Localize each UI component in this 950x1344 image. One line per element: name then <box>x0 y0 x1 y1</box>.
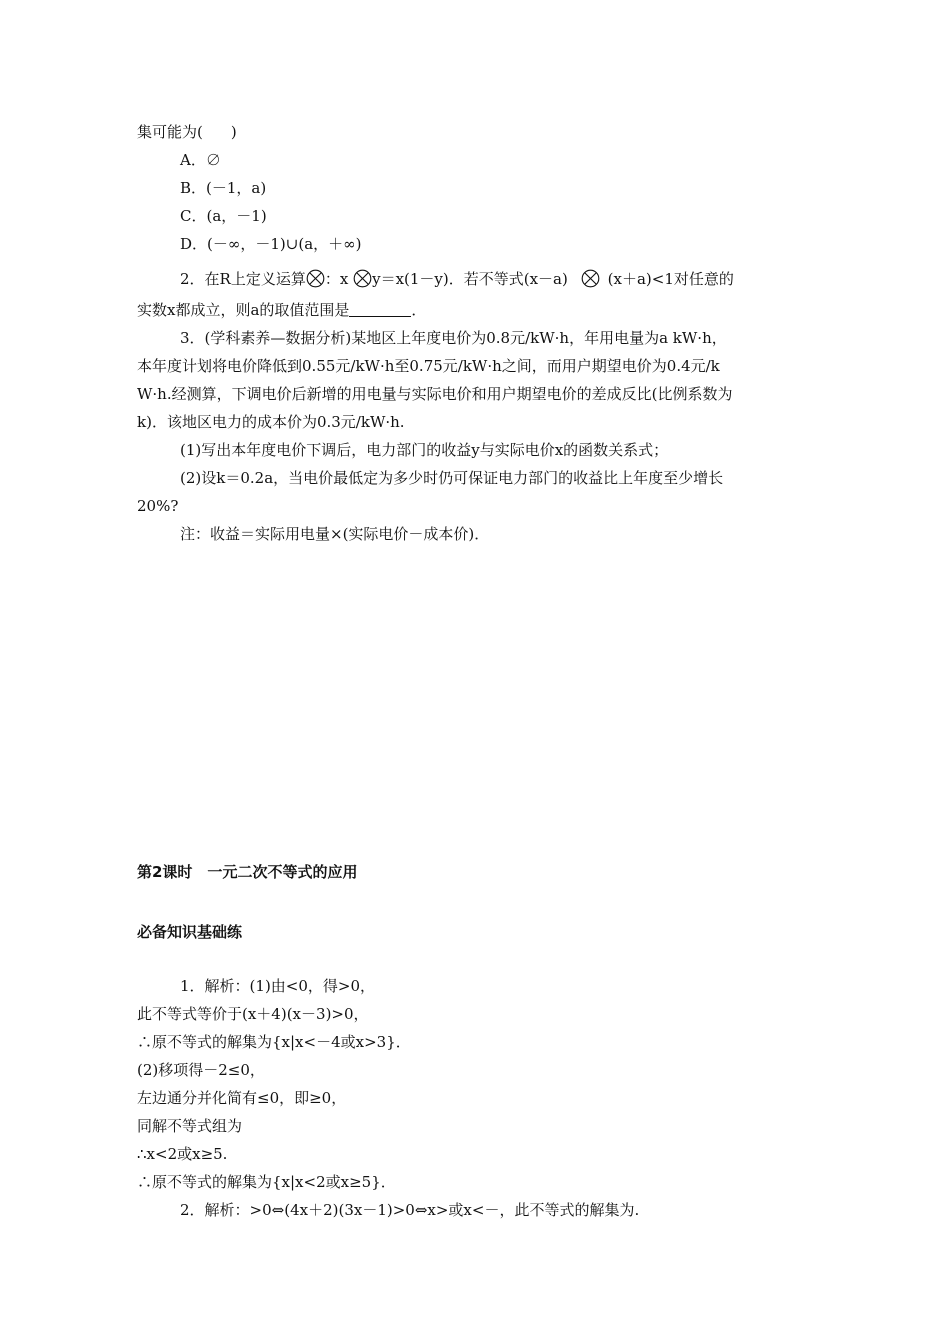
otimes-icon <box>353 269 372 288</box>
lesson-title: 第2课时 一元二次不等式的应用 <box>137 863 358 881</box>
q1-option-a: A．∅ <box>180 151 221 169</box>
q1-option-b: B．(－1，a) <box>180 179 267 197</box>
answer-blank <box>349 302 411 317</box>
answer-line-8: ∴原不等式的解集为{x|x<2或x≥5}． <box>137 1173 396 1191</box>
q3-line-4: k)．该地区电力的成本价为0.3元/kW·h. <box>137 413 405 431</box>
answer-line-4: (2)移项得－2≤0， <box>137 1061 265 1079</box>
otimes-icon <box>306 269 325 288</box>
otimes-icon <box>581 269 600 288</box>
q1-stem <box>137 122 237 142</box>
q3-note: 注：收益＝实际用电量×(实际电价－成本价)． <box>180 525 490 543</box>
q2-text-4: (x＋a)<1对任意的 <box>607 270 734 288</box>
q2-text-3: y＝x(1－y)．若不等式(x－a) <box>372 270 568 288</box>
q2-line2 <box>137 300 426 320</box>
q3-sub2-line1: (2)设k＝0.2a，当电价最低定为多少时仍可保证电力部门的收益比上年度至少增长 <box>180 469 724 487</box>
answer-line-9: 2．解析：>0⇔(4x＋2)(3x－1)>0⇔x>或x<－，此不等式的解集为. <box>180 1201 640 1219</box>
section-title: 必备知识基础练 <box>137 923 243 941</box>
q2-line1 <box>180 269 734 289</box>
q3-line-3: W·h.经测算，下调电价后新增的用电量与实际电价和用户期望电价的差成反比(比例系数为 <box>137 385 733 403</box>
q1-option-c: C．(a，－1) <box>180 207 267 225</box>
q3-line-2: 本年度计划将电价降低到0.55元/kW·h至0.75元/kW·h之间，而用户期望电价为0.4元/k <box>137 357 720 375</box>
q2-text-1: 2．在R上定义运算 <box>180 270 306 288</box>
q2-text-2: ：x <box>324 270 349 288</box>
q3-line-1: 3．(学科素养—数据分析)某地区上年度电价为0.8元/kW·h，年用电量为a kW·h， <box>180 329 727 347</box>
answer-line-3: ∴原不等式的解集为{x|x<－4或x>3}． <box>137 1033 411 1051</box>
answer-line-7: ∴x<2或x≥5. <box>137 1145 228 1163</box>
answer-line-2: 此不等式等价于(x＋4)(x－3)>0， <box>137 1005 369 1023</box>
q3-sub1: (1)写出本年度电价下调后，电力部门的收益y与实际电价x的函数关系式； <box>180 441 669 459</box>
answer-line-6: 同解不等式组为 <box>137 1117 243 1135</box>
q3-sub2-line2: 20%? <box>137 497 179 515</box>
q1-option-d: D．(－∞，－1)∪(a，＋∞) <box>180 235 362 253</box>
q1-stem-close: ) <box>230 123 237 141</box>
q2-line2-text: 实数x都成立，则a的取值范围是 <box>137 301 350 319</box>
answer-line-5: 左边通分并化简有≤0，即≥0， <box>137 1089 347 1107</box>
q2-line2-end: ． <box>411 301 427 319</box>
q1-stem-text: 集可能为( <box>137 123 203 141</box>
answer-line-1: 1．解析：(1)由<0，得>0， <box>180 977 376 995</box>
